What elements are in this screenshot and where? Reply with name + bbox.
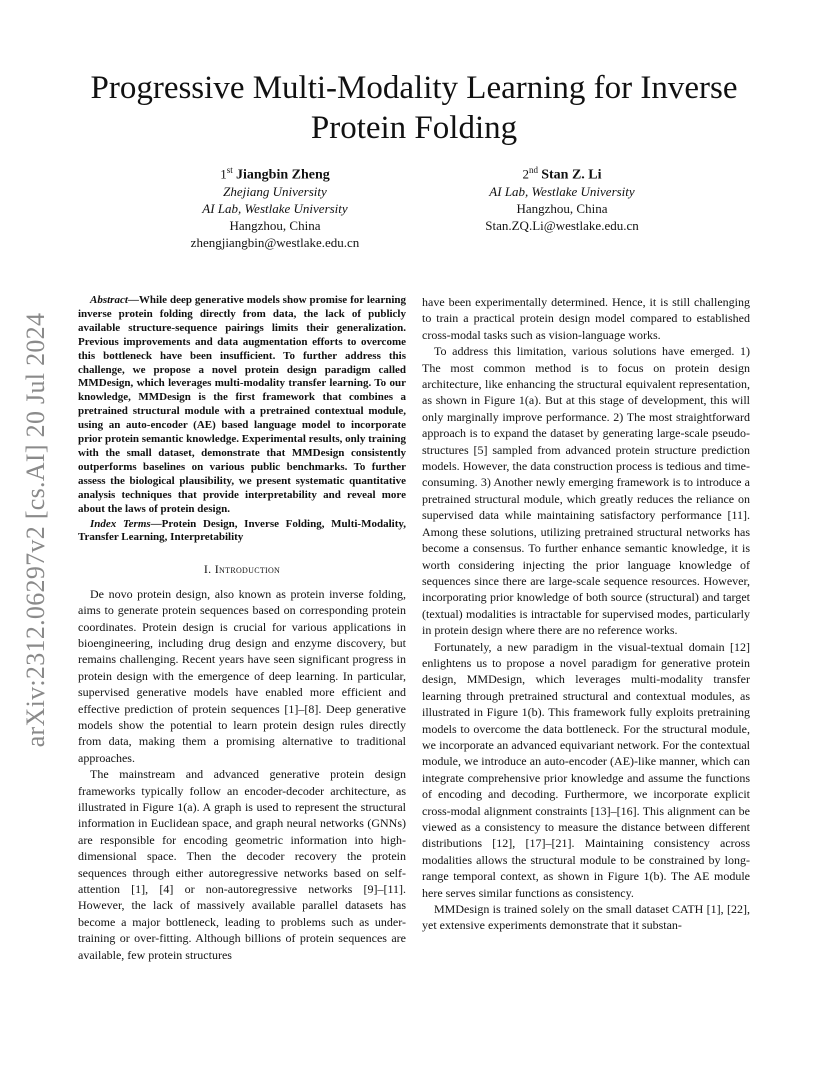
author-email: Stan.ZQ.Li@westlake.edu.cn [485, 218, 639, 234]
paragraph: MMDesign is trained solely on the small dataset CATH [1], [22], yet extensive experiments demonstrate that it substan- [422, 902, 750, 933]
abstract: Abstract—While deep generative models show promise for learning inverse protein folding directly from data, the lack of publicly available structure-sequence pairings limits their generalization. Previous improvements and data augmentation efforts to overcome this bottleneck have been insufficient. To further address this challenge, we propose a novel protein design paradigm called MMDesign, which leverages multi-modality transfer learning. To our knowledge, MMDesign is the first framework that combines a pretrained structural module with a pretrained contextual module, using an auto-encoder (AE) based language model to incorporate prior protein semantic knowledge. Experimental results, only training with the small dataset, demonstrate that MMDesign consistently outperforms baselines on various public benchmarks. To further assess the biological plausibility, we present systematic quantitative analysis techniques that provide interpretability and reveal more about the laws of protein design. [78, 294, 406, 515]
paragraph: The mainstream and advanced generative protein design frameworks typically follow an encoder-decoder architecture, as illustrated in Figure 1(a). A graph is used to represent the structural information in Euclidean space, and graph neural networks (GNNs) are responsible for encoding geometric information into high-dimensional space. Then the decoder recovery the protein sequences through either autoregressive networks based on self-attention [1], [4] or non-autoregressive networks [9]–[11]. However, the lack of massively available parallel datasets has become a major bottleneck, leading to problems such as under-training or over-fitting. Although billions of protein sequences are available, few protein structures [78, 767, 406, 962]
paper-title: Progressive Multi-Modality Learning for Inverse Protein Folding [90, 70, 738, 146]
paragraph: To address this limitation, various solutions have emerged. 1) The most common method is to focus on protein design architecture, like enhancing the structural equivalent representation, as shown in Figure 1(a). But at this stage of development, this will only marginally improve performance. 2) The most straightforward approach is to expand the dataset by generating large-scale pseudo-structures [5] sampled from advanced protein structure prediction models. However, the data construction process is tedious and time-consuming. 3) Another newly emerging framework is to introduce a pretrained structural module, which greatly reduces the reliance on supervised data while maintaining satisfactory performance [11]. Among these solutions, utilizing pretrained structural networks has become a consensus. To further enhance semantic knowledge, it is worth considering injecting the prior language knowledge of sequences since there are large-scale sequence resources. However, incorporating prior knowledge of both source (structural) and target (textual) modalities is intractable for supervised modes, particularly in protein design where there are no reference works. [422, 344, 750, 638]
left-column [78, 294, 406, 963]
section-heading: I. Introduction [203, 562, 281, 577]
author-name: Stan Z. Li [541, 167, 602, 183]
author-block-2: 2nd Stan Z. Li AI Lab, Westlake University Hangzhou, China Stan.ZQ.Li@westlake.edu.cn [442, 162, 682, 234]
author-block-1: 1st Jiangbin Zheng Zhejiang University AI Lab, Westlake University Hangzhou, China zhengjiangbin@westlake.edu.cn [155, 162, 395, 251]
paragraph: have been experimentally determined. Hence, it is still challenging to train a practical protein design model compared to established cross-modal tasks such as vision-language works. [422, 295, 750, 342]
paragraph: De novo protein design, also known as protein inverse folding, aims to generate protein sequences based on corresponding protein coordinates. Protein design is crucial for various applications in bioengineering, including drug design and enzyme discovery, but remains challenging. Recent years have seen significant progress in protein design with the emergence of deep learning. In particular, supervised generative models have enabled more efficient and effective prediction of protein sequences [1]–[8]. Deep generative models show the potential to learn protein design rules directly from data, making them a promising alternative to traditional approaches. [78, 586, 406, 765]
arxiv-stamp: arXiv:2312.06297v2 [cs.AI] 20 Jul 2024 [21, 312, 50, 748]
paragraph: Fortunately, a new paradigm in the visual-textual domain [12] enlightens us to propose a novel paradigm for generative protein design, MMDesign, which leverages multi-modality transfer learning through pretrained structural and contextual modules, as illustrated in Figure 1(b). This framework fully exploits pretraining models to overcome the data bottleneck. For the structural module, we incorporate an advanced equivariant network. For the contextual module, we introduce an auto-encoder (AE)-like manner, which can integrate comprehensive prior knowledge and assume the functions of encoding and decoding. Furthermore, we incorporate explicit cross-modal alignment constraints [13]–[16]. This alignment can be viewed as a consistency to measure the distance between different distributions [12], [17]–[21]. Maintaining consistency across modalities allows the structural module to be constrained by long-range temporal context, as shown in Figure 1(b). The AE module here serves similar functions as consistency. [422, 639, 750, 900]
author-name: Jiangbin Zheng [236, 167, 330, 183]
index-terms: Index Terms—Protein Design, Inverse Folding, Multi-Modality, Transfer Learning, Interpretability [78, 517, 406, 544]
author-email: zhengjiangbin@westlake.edu.cn [190, 235, 360, 251]
right-column [422, 294, 750, 934]
